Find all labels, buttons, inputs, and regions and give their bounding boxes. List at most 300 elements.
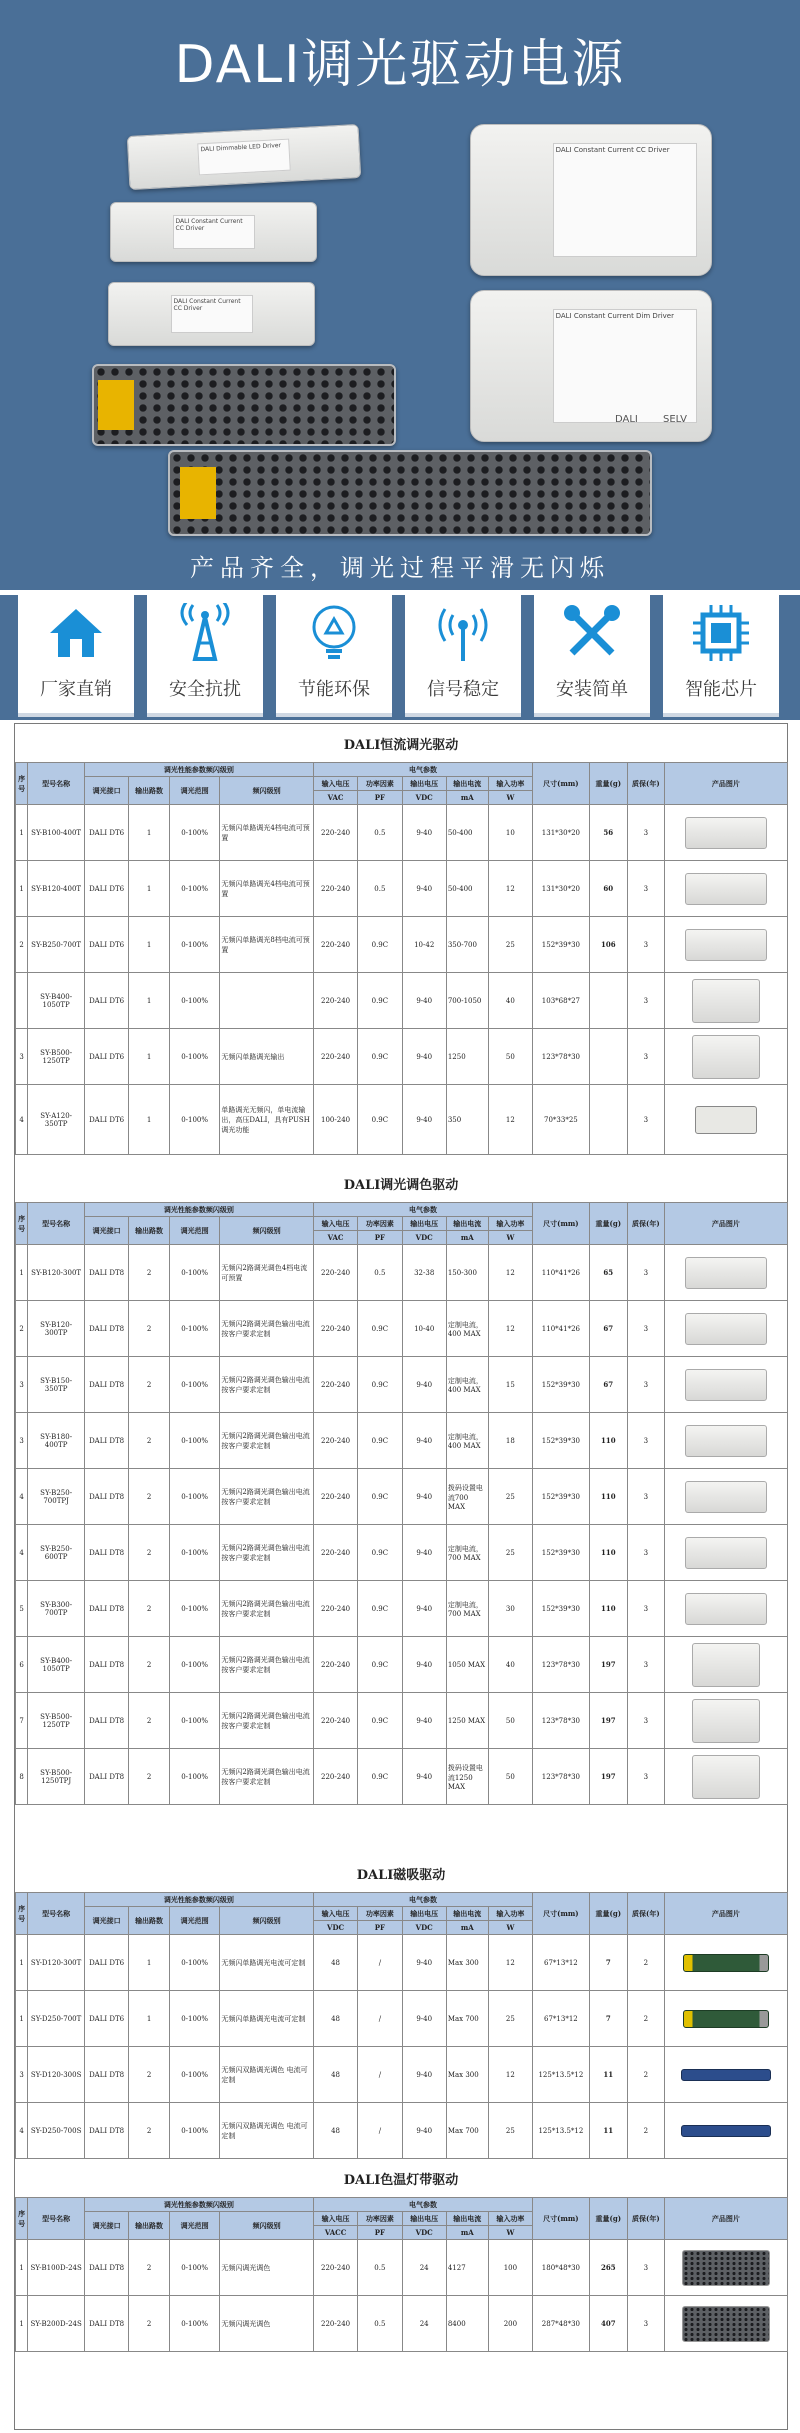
column-header: VAC <box>313 791 357 805</box>
cell-iout: Max 300 <box>446 1935 488 1991</box>
cell-interface: DALI DT6 <box>84 1935 128 1991</box>
cell-size: 180*48*30 <box>533 2240 590 2296</box>
cell-size: 152*39*30 <box>533 1525 590 1581</box>
cell-seq: 8 <box>16 1749 28 1805</box>
cell-vout: 9-40 <box>402 1991 446 2047</box>
cell-flicker: 无频闪2路调光调色输出电流按客户要求定制 <box>220 1357 314 1413</box>
selv-mark: SELV <box>663 414 687 425</box>
cell-seq: 2 <box>16 1301 28 1357</box>
cell-vin: 220-240 <box>313 1301 357 1357</box>
column-header: 产品图片 <box>664 763 787 805</box>
cell-vin: 220-240 <box>313 1245 357 1301</box>
column-header: W <box>488 791 532 805</box>
column-header: 输入功率 <box>488 1907 532 1921</box>
column-header: 重量(g) <box>589 2198 627 2240</box>
cell-weight: 110 <box>589 1413 627 1469</box>
cell-channels: 2 <box>129 1469 170 1525</box>
cell-seq: 2 <box>16 917 28 973</box>
cell-weight: 11 <box>589 2103 627 2159</box>
cell-range: 0-100% <box>169 1935 219 1991</box>
cell-vout: 10-42 <box>402 917 446 973</box>
cell-flicker: 无频闪2路调光调色输出电流按客户要求定制 <box>220 1469 314 1525</box>
hero-slogan: 产品齐全，调光过程平滑无闪烁 <box>190 554 610 582</box>
cell-weight: 197 <box>589 1637 627 1693</box>
spec-table <box>15 762 788 1155</box>
cell-weight: 7 <box>589 1935 627 1991</box>
cell-photo <box>664 2240 787 2296</box>
column-header: 调光范围 <box>169 2212 219 2240</box>
column-header: 输入电压 <box>313 1217 357 1231</box>
column-header: 频闪级别 <box>220 1217 314 1245</box>
cell-vout: 9-40 <box>402 1693 446 1749</box>
cell-vout: 24 <box>402 2296 446 2352</box>
cell-range: 0-100% <box>169 1245 219 1301</box>
product-thumbnail <box>692 1755 760 1799</box>
cell-model: SY-A120-350TP <box>28 1085 85 1155</box>
cell-size: 70*33*25 <box>533 1085 590 1155</box>
column-header: 频闪级别 <box>220 2212 314 2240</box>
product-thumbnail <box>695 1106 757 1134</box>
cell-iout: Max 700 <box>446 2103 488 2159</box>
cell-pf: 0.9C <box>358 1301 402 1357</box>
cell-vout: 9-40 <box>402 1085 446 1155</box>
cell-model: SY-B100-400T <box>28 805 85 861</box>
cell-weight: 11 <box>589 2047 627 2103</box>
column-header: 输出电压 <box>402 777 446 791</box>
cell-size: 67*13*12 <box>533 1935 590 1991</box>
cell-vout: 9-40 <box>402 1469 446 1525</box>
section-title: DALI调光调色驱动 <box>343 1178 459 1193</box>
cell-power: 30 <box>488 1581 532 1637</box>
column-header: mA <box>446 1231 488 1245</box>
cell-channels: 2 <box>129 1581 170 1637</box>
cell-size: 123*78*30 <box>533 1637 590 1693</box>
column-header: 型号名称 <box>28 1203 85 1245</box>
cell-photo <box>664 1693 787 1749</box>
cell-warranty: 2 <box>627 2047 664 2103</box>
column-header: 质保(年) <box>627 2198 664 2240</box>
cell-vin: 220-240 <box>313 1029 357 1085</box>
cell-vout: 24 <box>402 2240 446 2296</box>
cell-power: 40 <box>488 973 532 1029</box>
cell-weight: 197 <box>589 1749 627 1805</box>
spec-table <box>15 1892 788 2159</box>
cell-interface: DALI DT6 <box>84 1085 128 1155</box>
cell-weight: 56 <box>589 805 627 861</box>
cell-power: 10 <box>488 805 532 861</box>
column-header: 质保(年) <box>627 763 664 805</box>
cell-pf: 0.9C <box>358 1357 402 1413</box>
column-header: PF <box>358 1231 402 1245</box>
cell-vout: 9-40 <box>402 973 446 1029</box>
cell-weight: 407 <box>589 2296 627 2352</box>
column-header: 调光范围 <box>169 777 219 805</box>
cell-power: 50 <box>488 1749 532 1805</box>
cell-flicker: 无频闪调光调色 <box>220 2240 314 2296</box>
column-header: 重量(g) <box>589 763 627 805</box>
column-header: mA <box>446 1921 488 1935</box>
cell-seq: 3 <box>16 1029 28 1085</box>
cell-iout: 定制电流，700 MAX <box>446 1525 488 1581</box>
product-label: DALI Constant Current CC Driver <box>553 143 697 257</box>
product-image-white-driver-2 <box>110 202 317 262</box>
cell-weight: 67 <box>589 1301 627 1357</box>
table-row <box>16 1469 788 1525</box>
signal-icon <box>433 603 493 663</box>
cell-interface: DALI DT8 <box>84 1301 128 1357</box>
cell-photo <box>664 1029 787 1085</box>
cell-weight <box>589 1085 627 1155</box>
cell-size: 123*78*30 <box>533 1693 590 1749</box>
cell-warranty: 2 <box>627 1935 664 1991</box>
cell-seq: 5 <box>16 1581 28 1637</box>
cell-power: 12 <box>488 1301 532 1357</box>
spec-table <box>15 1202 788 1805</box>
cell-model: SY-B500-1250TP <box>28 1693 85 1749</box>
column-header: 输入电压 <box>313 777 357 791</box>
column-header: 型号名称 <box>28 763 85 805</box>
product-thumbnail <box>692 1699 760 1743</box>
table-row <box>16 1693 788 1749</box>
cell-pf: 0.5 <box>358 2240 402 2296</box>
table-row <box>16 1245 788 1301</box>
cell-model: SY-B120-300TP <box>28 1301 85 1357</box>
cell-vin: 220-240 <box>313 1693 357 1749</box>
cell-warranty: 3 <box>627 1357 664 1413</box>
cell-interface: DALI DT8 <box>84 1469 128 1525</box>
cell-size: 125*13.5*12 <box>533 2047 590 2103</box>
cell-weight: 197 <box>589 1693 627 1749</box>
cell-flicker: 无频闪双路调光调色 电流可定制 <box>220 2047 314 2103</box>
table-row <box>16 1991 788 2047</box>
table-row <box>16 1749 788 1805</box>
column-header: 调光接口 <box>84 777 128 805</box>
cell-pf: / <box>358 1935 402 1991</box>
table-row <box>16 1935 788 1991</box>
column-header: 输入电压 <box>313 1907 357 1921</box>
cell-size: 131*30*20 <box>533 861 590 917</box>
cell-photo <box>664 1301 787 1357</box>
spec-table <box>15 2197 788 2352</box>
column-header: VDC <box>313 1921 357 1935</box>
cell-channels: 1 <box>129 917 170 973</box>
cell-vin: 220-240 <box>313 1637 357 1693</box>
cell-power: 25 <box>488 1525 532 1581</box>
cell-weight: 106 <box>589 917 627 973</box>
cell-vout: 9-40 <box>402 1935 446 1991</box>
tools-icon <box>562 603 622 663</box>
feature-card-direct-sales <box>18 595 134 717</box>
terminal-block <box>180 467 216 519</box>
feature-label: 安装简单 <box>556 679 628 700</box>
feature-card-signal <box>405 595 521 717</box>
cell-warranty: 3 <box>627 1469 664 1525</box>
cell-channels: 2 <box>129 2296 170 2352</box>
product-thumbnail <box>685 1257 767 1289</box>
section-title: DALI恒流调光驱动 <box>343 738 459 753</box>
cell-seq: 4 <box>16 2103 28 2159</box>
cell-channels: 1 <box>129 1991 170 2047</box>
table-row <box>16 1029 788 1085</box>
cell-photo <box>664 861 787 917</box>
cell-power: 25 <box>488 2103 532 2159</box>
cell-channels: 2 <box>129 1525 170 1581</box>
cell-iout: Max 300 <box>446 2047 488 2103</box>
cell-power: 100 <box>488 2240 532 2296</box>
product-thumbnail <box>685 1481 767 1513</box>
cell-iout: 50-400 <box>446 805 488 861</box>
cell-iout: 1250 MAX <box>446 1693 488 1749</box>
cell-warranty: 3 <box>627 1525 664 1581</box>
cell-channels: 2 <box>129 1245 170 1301</box>
cell-flicker: 无频闪2路调光调色4档电流可预置 <box>220 1245 314 1301</box>
cell-photo <box>664 1525 787 1581</box>
cell-model: SY-B120-400T <box>28 861 85 917</box>
cell-interface: DALI DT6 <box>84 805 128 861</box>
cell-channels: 2 <box>129 1637 170 1693</box>
column-header: 输出电流 <box>446 2212 488 2226</box>
product-image-dim-driver-2 <box>470 290 712 442</box>
product-image-white-driver-3 <box>108 282 315 346</box>
cell-weight: 265 <box>589 2240 627 2296</box>
page-title: DALI调光驱动电源 <box>174 35 626 95</box>
cell-channels: 1 <box>129 973 170 1029</box>
cell-range: 0-100% <box>169 973 219 1029</box>
cell-warranty: 3 <box>627 917 664 973</box>
cell-iout: 700-1050 <box>446 973 488 1029</box>
column-header: 调光性能参数频闪级别 <box>84 1203 313 1217</box>
cell-warranty: 2 <box>627 2103 664 2159</box>
column-header: VAC <box>313 1231 357 1245</box>
cell-pf: 0.9C <box>358 1749 402 1805</box>
cell-channels: 2 <box>129 1413 170 1469</box>
cell-weight: 67 <box>589 1357 627 1413</box>
product-image-mesh-driver-2 <box>168 450 652 536</box>
column-header: 频闪级别 <box>220 1907 314 1935</box>
cell-vout: 9-40 <box>402 2047 446 2103</box>
cell-size: 152*39*30 <box>533 917 590 973</box>
column-header: 尺寸(mm) <box>533 1203 590 1245</box>
cell-warranty: 2 <box>627 1991 664 2047</box>
cell-channels: 1 <box>129 1085 170 1155</box>
column-header: 电气参数 <box>313 2198 532 2212</box>
cell-range: 0-100% <box>169 1525 219 1581</box>
column-header: 序号 <box>16 763 28 805</box>
cell-photo <box>664 917 787 973</box>
cell-flicker: 无频闪2路调光调色输出电流按客户要求定制 <box>220 1525 314 1581</box>
cell-pf: 0.9C <box>358 973 402 1029</box>
cell-range: 0-100% <box>169 861 219 917</box>
cell-photo <box>664 1749 787 1805</box>
cell-seq: 3 <box>16 1413 28 1469</box>
cell-power: 12 <box>488 1085 532 1155</box>
cell-iout: 定制电流，400 MAX <box>446 1413 488 1469</box>
cell-warranty: 3 <box>627 1029 664 1085</box>
column-header: VDC <box>402 2226 446 2240</box>
column-header: 输入电压 <box>313 2212 357 2226</box>
cell-weight <box>589 1029 627 1085</box>
cell-vout: 9-40 <box>402 805 446 861</box>
feature-label: 厂家直销 <box>40 679 112 700</box>
cell-vin: 220-240 <box>313 1357 357 1413</box>
column-header: PF <box>358 791 402 805</box>
table-row <box>16 2296 788 2352</box>
cell-vin: 220-240 <box>313 805 357 861</box>
cell-size: 152*39*30 <box>533 1581 590 1637</box>
product-label: DALI Constant Current CC Driver <box>173 215 255 250</box>
cell-warranty: 3 <box>627 861 664 917</box>
cell-seq: 3 <box>16 1357 28 1413</box>
dali-mark: DALI <box>615 414 638 425</box>
section-title: DALI色温灯带驱动 <box>343 2173 459 2188</box>
column-header: 重量(g) <box>589 1893 627 1935</box>
cell-seq: 1 <box>16 1245 28 1301</box>
column-header: 调光接口 <box>84 2212 128 2240</box>
cell-model: SY-B300-700TP <box>28 1581 85 1637</box>
cell-channels: 2 <box>129 2240 170 2296</box>
column-header: 调光接口 <box>84 1907 128 1935</box>
cell-size: 152*39*30 <box>533 1413 590 1469</box>
column-header: 调光范围 <box>169 1907 219 1935</box>
cell-interface: DALI DT6 <box>84 1029 128 1085</box>
cell-iout: 150-300 <box>446 1245 488 1301</box>
column-header: 电气参数 <box>313 1893 532 1907</box>
product-thumbnail <box>685 1369 767 1401</box>
cell-model: SY-B120-300T <box>28 1245 85 1301</box>
cell-power: 25 <box>488 1991 532 2047</box>
cell-power: 12 <box>488 2047 532 2103</box>
chip-icon <box>691 603 751 663</box>
cell-range: 0-100% <box>169 1029 219 1085</box>
cell-power: 50 <box>488 1693 532 1749</box>
cell-size: 125*13.5*12 <box>533 2103 590 2159</box>
product-thumbnail <box>692 1643 760 1687</box>
cell-size: 152*39*30 <box>533 1357 590 1413</box>
cell-vout: 9-40 <box>402 1749 446 1805</box>
cell-pf: 0.5 <box>358 861 402 917</box>
column-header: 输出路数 <box>129 1217 170 1245</box>
cell-iout: 拨码设置电流1250 MAX <box>446 1749 488 1805</box>
cell-photo <box>664 1469 787 1525</box>
cell-range: 0-100% <box>169 1991 219 2047</box>
cell-interface: DALI DT8 <box>84 1525 128 1581</box>
column-header: 功率因素 <box>358 777 402 791</box>
cell-pf: / <box>358 2047 402 2103</box>
terminal-block <box>98 380 134 430</box>
cell-size: 123*78*30 <box>533 1749 590 1805</box>
product-image-dim-driver-1 <box>470 124 712 276</box>
cell-range: 0-100% <box>169 1581 219 1637</box>
column-header: 电气参数 <box>313 763 532 777</box>
cell-warranty: 3 <box>627 1413 664 1469</box>
cell-warranty: 3 <box>627 1749 664 1805</box>
column-header: PF <box>358 1921 402 1935</box>
cell-size: 110*41*26 <box>533 1245 590 1301</box>
cell-flicker: 无频闪单路调光输出 <box>220 1029 314 1085</box>
cell-pf: 0.9C <box>358 1469 402 1525</box>
column-header: 调光性能参数频闪级别 <box>84 1893 313 1907</box>
cell-interface: DALI DT8 <box>84 2296 128 2352</box>
cell-interface: DALI DT8 <box>84 1413 128 1469</box>
cell-interface: DALI DT6 <box>84 917 128 973</box>
cell-vin: 220-240 <box>313 1749 357 1805</box>
cell-flicker <box>220 973 314 1029</box>
column-header: 调光性能参数频闪级别 <box>84 2198 313 2212</box>
cell-flicker: 无频闪2路调光调色输出电流按客户要求定制 <box>220 1693 314 1749</box>
cell-power: 25 <box>488 917 532 973</box>
feature-label: 智能芯片 <box>685 679 757 700</box>
cell-pf: 0.9C <box>358 1693 402 1749</box>
cell-channels: 1 <box>129 805 170 861</box>
cell-interface: DALI DT8 <box>84 1245 128 1301</box>
cell-weight: 65 <box>589 1245 627 1301</box>
cell-vin: 48 <box>313 2047 357 2103</box>
cell-photo <box>664 1245 787 1301</box>
cell-range: 0-100% <box>169 1413 219 1469</box>
column-header: W <box>488 1921 532 1935</box>
cell-seq: 1 <box>16 1935 28 1991</box>
cell-iout: 8400 <box>446 2296 488 2352</box>
cell-range: 0-100% <box>169 1085 219 1155</box>
column-header: 功率因素 <box>358 2212 402 2226</box>
column-header: 输出电压 <box>402 2212 446 2226</box>
cell-model: SY-B400-1050TP <box>28 973 85 1029</box>
cell-vout: 10-40 <box>402 1301 446 1357</box>
cell-vout: 9-40 <box>402 1357 446 1413</box>
cell-iout: 定制电流，700 MAX <box>446 1581 488 1637</box>
product-thumbnail <box>685 873 767 905</box>
cell-weight: 110 <box>589 1525 627 1581</box>
cell-vout: 9-40 <box>402 861 446 917</box>
cell-channels: 2 <box>129 2047 170 2103</box>
cell-flicker: 无频闪单路调光4档电流可预置 <box>220 861 314 917</box>
product-label: DALI Constant Current Dim Driver <box>553 309 697 423</box>
cell-interface: DALI DT6 <box>84 973 128 1029</box>
cell-seq: 1 <box>16 2240 28 2296</box>
cell-iout: 1050 MAX <box>446 1637 488 1693</box>
column-header: 功率因素 <box>358 1217 402 1231</box>
cell-flicker: 无频闪单路调光电流可定制 <box>220 1935 314 1991</box>
cell-weight: 110 <box>589 1581 627 1637</box>
table-row <box>16 1637 788 1693</box>
column-header: VDC <box>402 1921 446 1935</box>
product-label: DALI Constant Current CC Driver <box>171 295 253 332</box>
cell-range: 0-100% <box>169 805 219 861</box>
cell-iout: 拨码设置电流700 MAX <box>446 1469 488 1525</box>
cell-channels: 1 <box>129 861 170 917</box>
cell-model: SY-B150-350TP <box>28 1357 85 1413</box>
product-thumbnail <box>681 2069 771 2081</box>
cell-range: 0-100% <box>169 2240 219 2296</box>
cell-photo <box>664 1637 787 1693</box>
cell-flicker: 无频闪2路调光调色输出电流按客户要求定制 <box>220 1301 314 1357</box>
column-header: 电气参数 <box>313 1203 532 1217</box>
cell-photo <box>664 1357 787 1413</box>
cell-vout: 9-40 <box>402 1029 446 1085</box>
cell-size: 103*68*27 <box>533 973 590 1029</box>
table-row <box>16 1357 788 1413</box>
cell-model: SY-B250-600TP <box>28 1525 85 1581</box>
column-header: 功率因素 <box>358 1907 402 1921</box>
table-row <box>16 1525 788 1581</box>
cell-flicker: 无频闪单路调光8档电流可预置 <box>220 917 314 973</box>
cell-pf: 0.5 <box>358 1245 402 1301</box>
cell-vin: 220-240 <box>313 973 357 1029</box>
product-thumbnail <box>685 1593 767 1625</box>
product-image-mesh-driver-1 <box>92 364 396 446</box>
column-header: VDC <box>402 791 446 805</box>
column-header: 输出路数 <box>129 777 170 805</box>
